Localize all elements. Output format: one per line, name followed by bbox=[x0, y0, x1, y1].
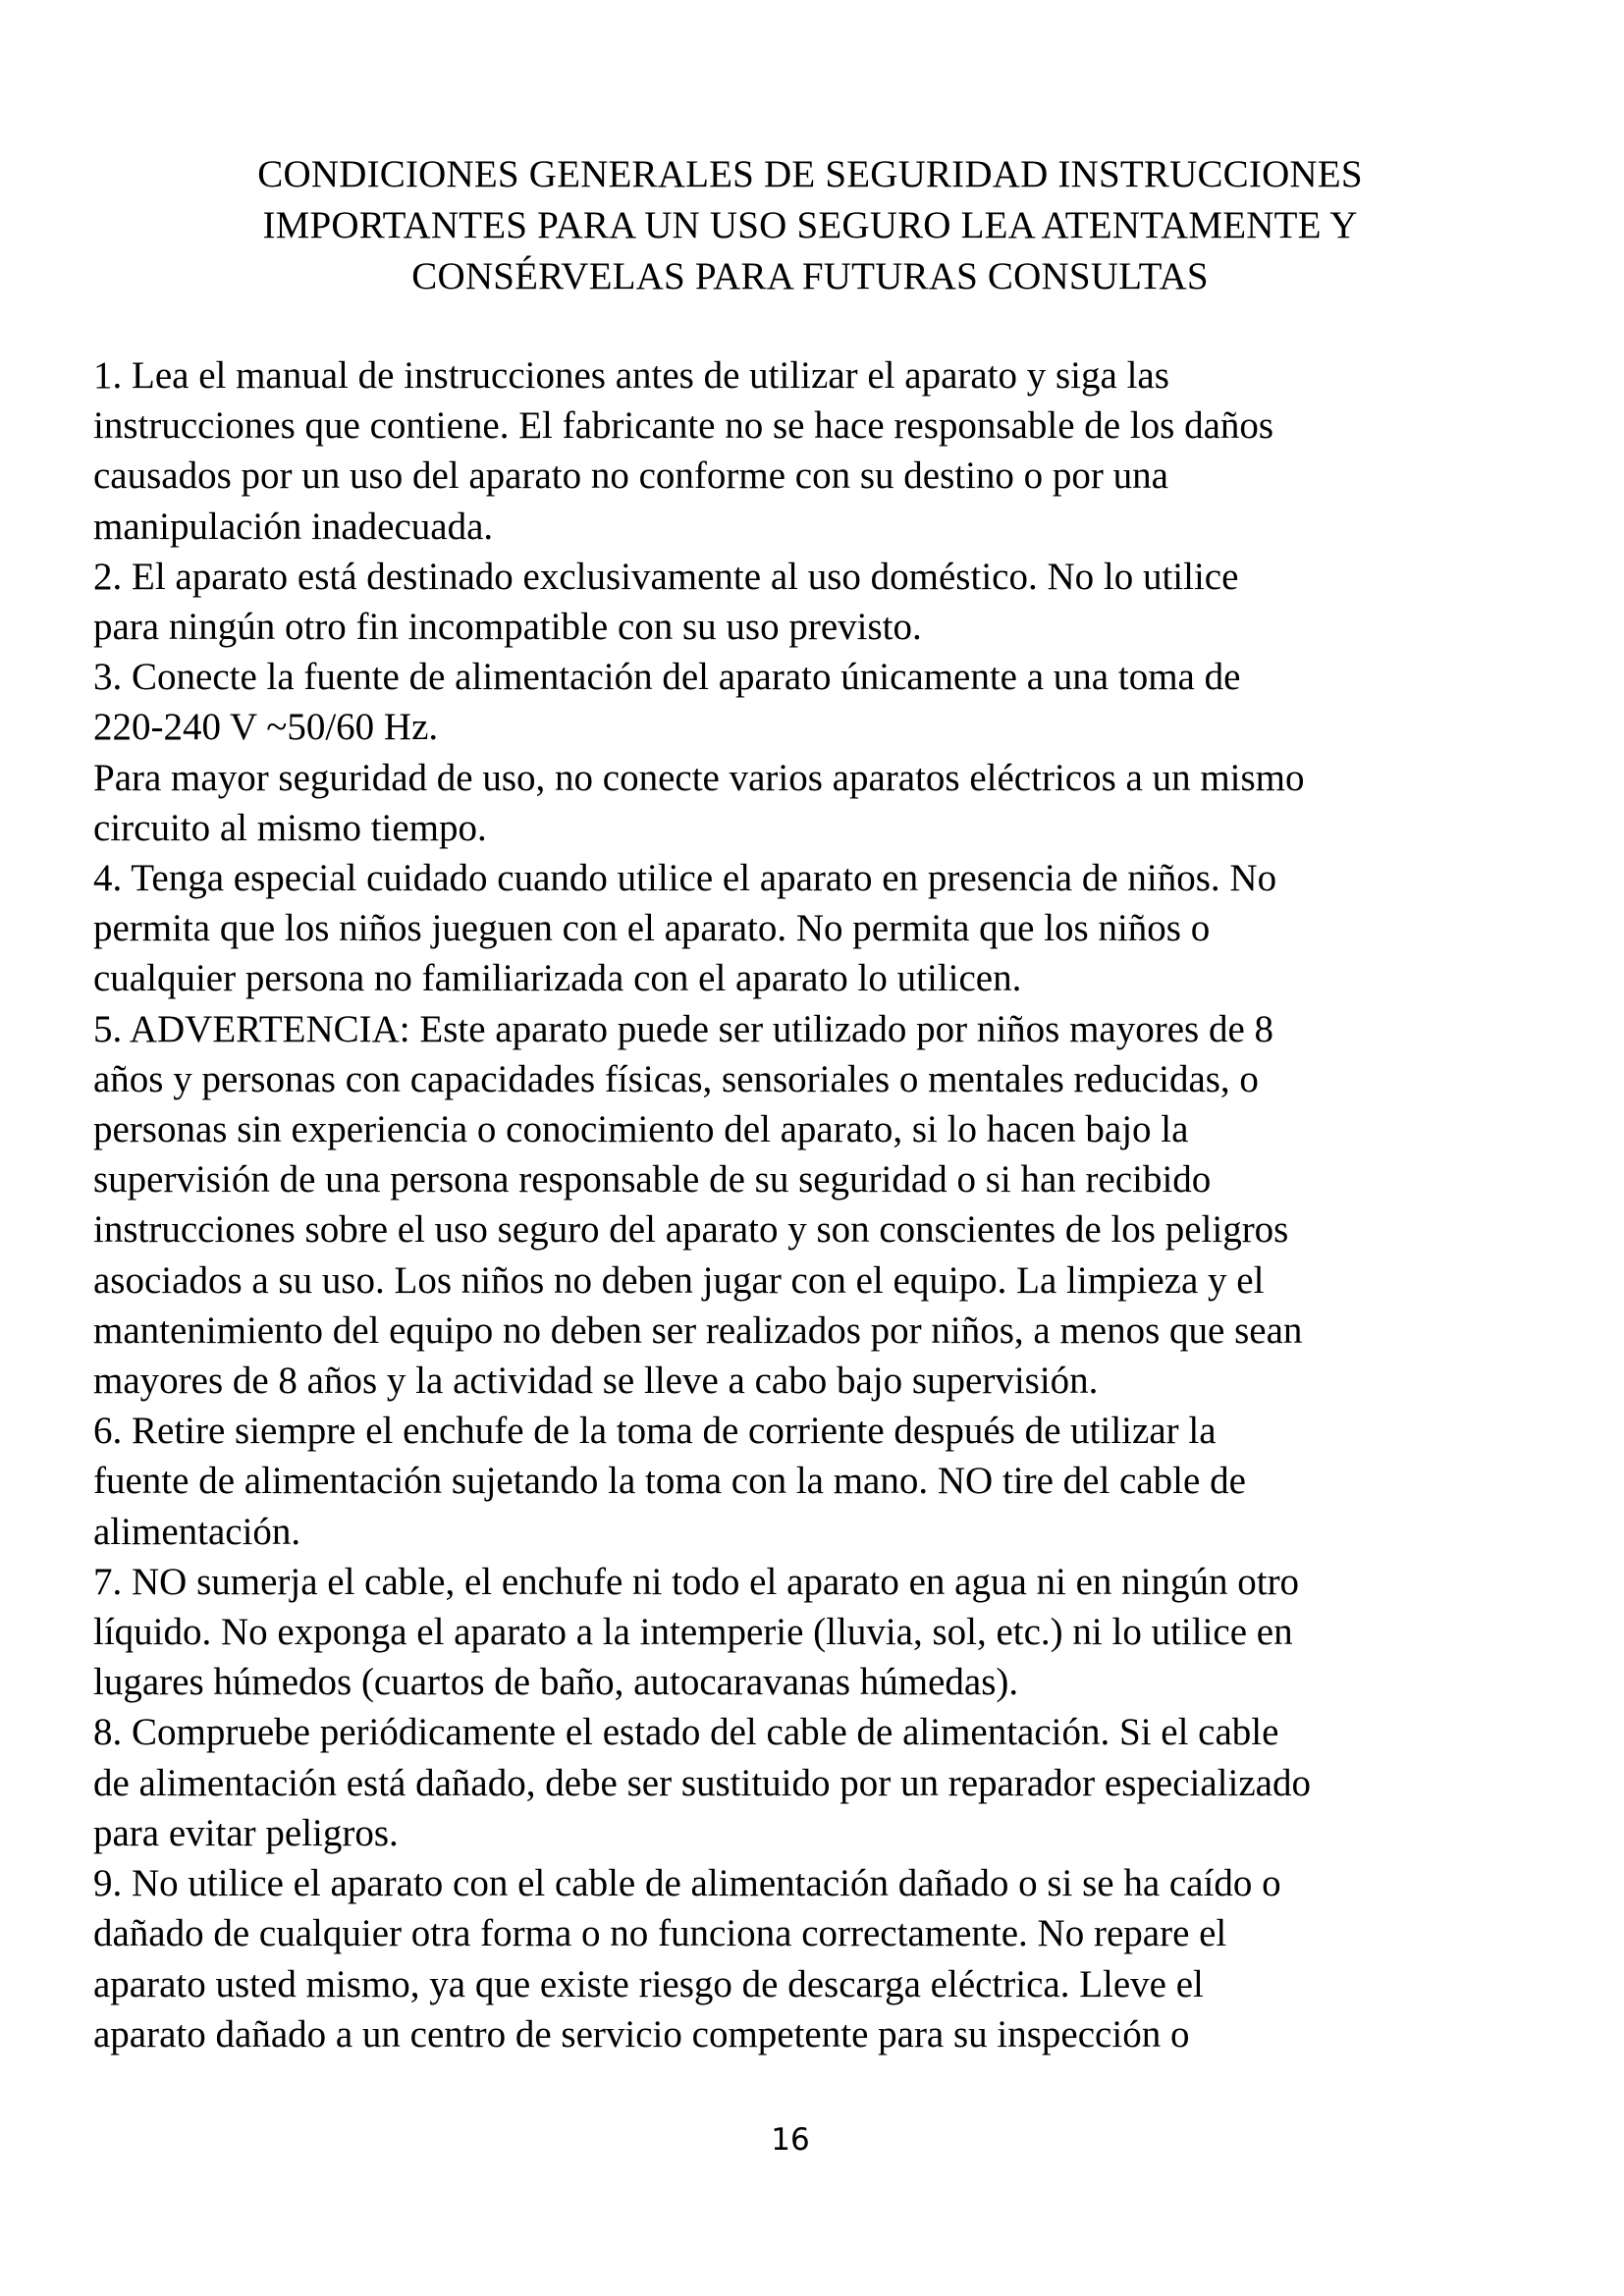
body-line: líquido. No exponga el aparato a la intemperie (lluvia, sol, etc.) ni lo utilice en bbox=[93, 1611, 1293, 1654]
body-line: 5. ADVERTENCIA: Este aparato puede ser utilizado por niños mayores de 8 bbox=[93, 1007, 1274, 1050]
body-line: instrucciones sobre el uso seguro del aparato y son conscientes de los peligros bbox=[93, 1208, 1289, 1252]
body-line: años y personas con capacidades físicas, sensoriales o mentales reducidas, o bbox=[93, 1057, 1259, 1100]
body-line: para ningún otro fin incompatible con su uso previsto. bbox=[93, 606, 922, 649]
body-line: supervisión de una persona responsable de su seguridad o si han recibido bbox=[93, 1158, 1212, 1201]
body-line: Para mayor seguridad de uso, no conecte varios aparatos eléctricos a un mismo bbox=[93, 756, 1305, 799]
instructions-body bbox=[93, 350, 1566, 2059]
body-line: fuente de alimentación sujetando la toma con la mano. NO tire del cable de bbox=[93, 1460, 1246, 1503]
body-line: mantenimiento del equipo no deben ser realizados por niños, a menos que sean bbox=[93, 1308, 1303, 1352]
body-line: aparato usted mismo, ya que existe riesgo de descarga eléctrica. Lleve el bbox=[93, 1962, 1204, 2005]
body-line: manipulación inadecuada. bbox=[93, 505, 494, 548]
body-line: para evitar peligros. bbox=[93, 1811, 399, 1854]
body-line: aparato dañado a un centro de servicio competente para su inspección o bbox=[93, 2012, 1190, 2056]
body-line: 8. Compruebe periódicamente el estado del cable de alimentación. Si el cable bbox=[93, 1711, 1279, 1754]
body-line: lugares húmedos (cuartos de baño, autocaravanas húmedas). bbox=[93, 1661, 1019, 1704]
page-number: 16 bbox=[771, 2122, 810, 2158]
body-line: mayores de 8 años y la actividad se lleve a cabo bajo supervisión. bbox=[93, 1360, 1099, 1403]
body-line: 9. No utilice el aparato con el cable de alimentación dañado o si se ha caído o bbox=[93, 1862, 1281, 1905]
body-line: asociados a su uso. Los niños no deben jugar con el equipo. La limpieza y el bbox=[93, 1258, 1265, 1302]
title-line: CONDICIONES GENERALES DE SEGURIDAD INSTRUCCIONES bbox=[257, 153, 1363, 195]
body-line: 7. NO sumerja el cable, el enchufe ni todo el aparato en agua ni en ningún otro bbox=[93, 1560, 1300, 1603]
body-line: 4. Tenga especial cuidado cuando utilice el aparato en presencia de niños. No bbox=[93, 857, 1277, 900]
body-line: de alimentación está dañado, debe ser sustituido por un reparador especializado bbox=[93, 1761, 1311, 1804]
body-line: causados por un uso del aparato no conforme con su destino o por una bbox=[93, 454, 1168, 498]
body-line: 1. Lea el manual de instrucciones antes de utilizar el aparato y siga las bbox=[93, 354, 1169, 397]
body-line: 6. Retire siempre el enchufe de la toma de corriente después de utilizar la bbox=[93, 1410, 1217, 1453]
body-line: dañado de cualquier otra forma o no funciona correctamente. No repare el bbox=[93, 1912, 1227, 1955]
body-line: permita que los niños jueguen con el aparato. No permita que los niños o bbox=[93, 907, 1211, 950]
body-line: alimentación. bbox=[93, 1510, 301, 1553]
body-line: 220-240 V ~50/60 Hz. bbox=[93, 706, 439, 749]
title-line: CONSÉRVELAS PARA FUTURAS CONSULTAS bbox=[411, 255, 1209, 297]
body-line: instrucciones que contiene. El fabricante no se hace responsable de los daños bbox=[93, 404, 1274, 448]
body-line: cualquier persona no familiarizada con el aparato lo utilicen. bbox=[93, 957, 1022, 1000]
body-line: 2. El aparato está destinado exclusivamente al uso doméstico. No lo utilice bbox=[93, 555, 1239, 598]
title-line: IMPORTANTES PARA UN USO SEGURO LEA ATENTAMENTE Y bbox=[262, 204, 1358, 246]
body-line: circuito al mismo tiempo. bbox=[93, 806, 487, 849]
body-line: 3. Conecte la fuente de alimentación del aparato únicamente a una toma de bbox=[93, 656, 1241, 699]
body-line: personas sin experiencia o conocimiento del aparato, si lo hacen bajo la bbox=[93, 1108, 1189, 1151]
page-title bbox=[93, 149, 1527, 302]
